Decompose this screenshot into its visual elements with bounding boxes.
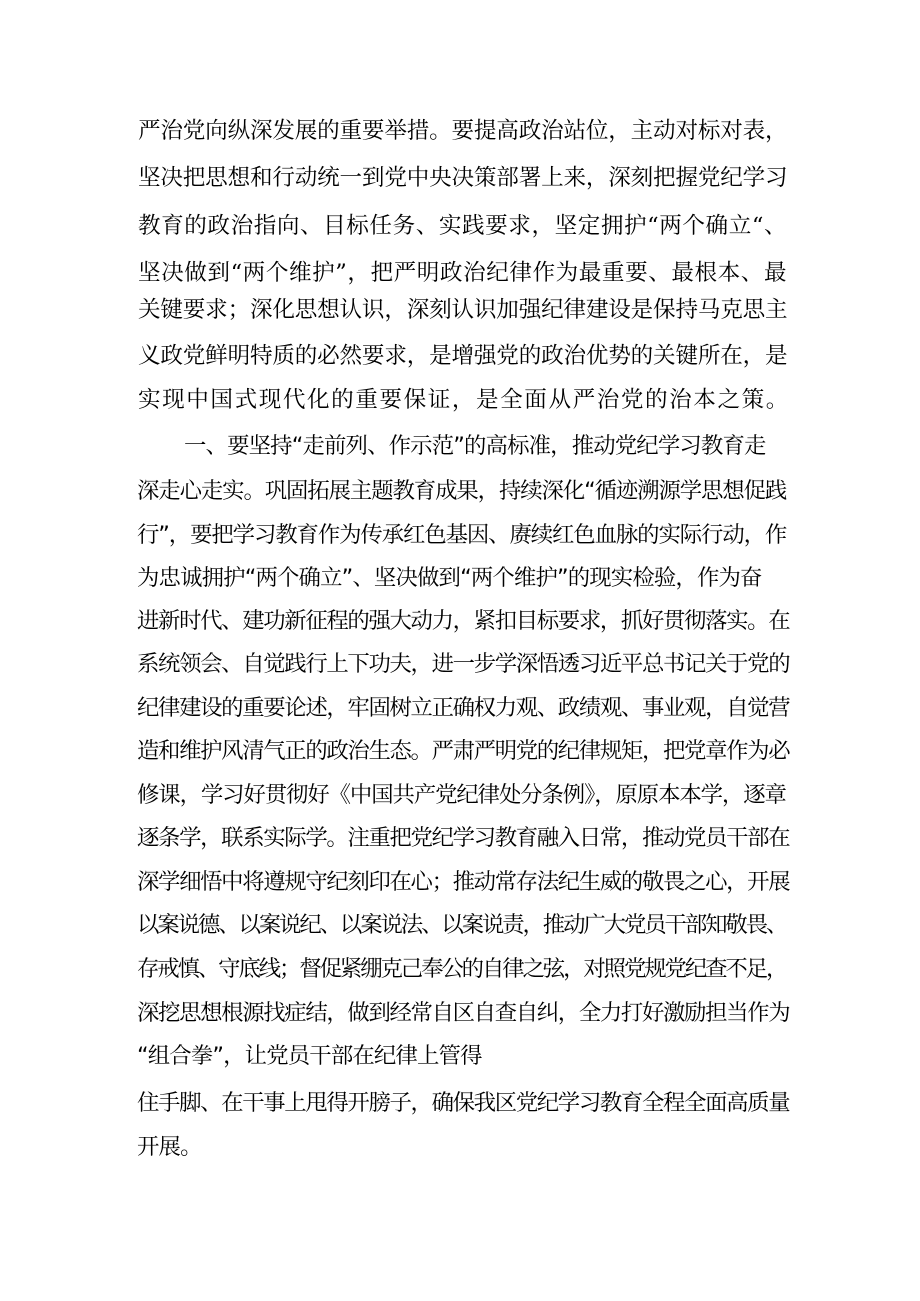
text-line: 修课，学习好贯彻好《中国共产党纪律处分条例》，原原本本学，逐章 <box>137 782 786 808</box>
text-line: 深走心走实。巩固拓展主题教育成果，持续深化“循迹溯源学思想促践 <box>137 478 787 504</box>
text-line: 行”，要把学习教育作为传承红色基因、赓续红色血脉的实际行动，作 <box>137 522 787 548</box>
text-line: 实现中国式现代化的重要保证，是全面从严治党的治本之策。 <box>138 387 790 413</box>
text-line: 住手脚、在干事上甩得开膀子，确保我区党纪学习教育全程全面高质量 <box>137 1090 790 1116</box>
text-line: 关键要求；深化思想认识，深刻认识加强纪律建设是保持马克思主 <box>138 297 788 323</box>
text-line: “组合拳”，让党员干部在纪律上管得 <box>137 1043 482 1069</box>
text-line: 造和维护风清气正的政治生态。严肃严明党的纪律规矩，把党章作为必 <box>137 738 790 764</box>
text-line: 逐条学，联系实际学。注重把党纪学习教育融入日常，推动党员干部在 <box>137 825 790 851</box>
text-line: 为忠诚拥护“两个确立”、坚决做到“两个维护”的现实检验，作为奋 <box>137 565 762 591</box>
text-line: 以案说德、以案说纪、以案说法、以案说责，推动广大党员干部知敬畏、 <box>137 912 787 938</box>
text-line: 开展。 <box>137 1134 202 1160</box>
text-line: 严治党向纵深发展的重要举措。要提高政治站位，主动对标对表， <box>138 118 788 144</box>
text-line: 深挖思想根源找症结，做到经常自区自查自纠，全力打好激励担当作为 <box>137 1000 790 1026</box>
text-line: 教育的政治指向、目标任务、实践要求，坚定拥护“两个确立“、 <box>138 213 788 239</box>
text-line: 坚决做到“两个维护”，把严明政治纪律作为最重要、最根本、最 <box>138 260 788 286</box>
text-line: 系统领会、自觉践行上下功夫，进一步学深悟透习近平总书记关于党的 <box>137 651 790 677</box>
text-line: 进新时代、建功新征程的强大动力，紧扣目标要求，抓好贯彻落实。在 <box>137 608 790 634</box>
text-line: 存戒慎、守底线；督促紧绷克己奉公的自律之弦，对照党规党纪查不足， <box>137 956 787 982</box>
text-line: 坚决把思想和行动统一到党中央决策部署上来，深刻把握党纪学习 <box>138 165 788 191</box>
text-line: 纪律建设的重要论述，牢固树立正确权力观、政绩观、事业观，自觉营 <box>137 695 790 721</box>
text-line: 义政党鲜明特质的必然要求，是增强党的政治优势的关键所在，是 <box>138 343 788 369</box>
text-line: 深学细悟中将遵规守纪刻印在心；推动常存法纪生威的敬畏之心，开展 <box>137 869 790 895</box>
text-line: 一、要坚持“走前列、作示范”的高标准，推动党纪学习教育走 <box>184 433 766 459</box>
